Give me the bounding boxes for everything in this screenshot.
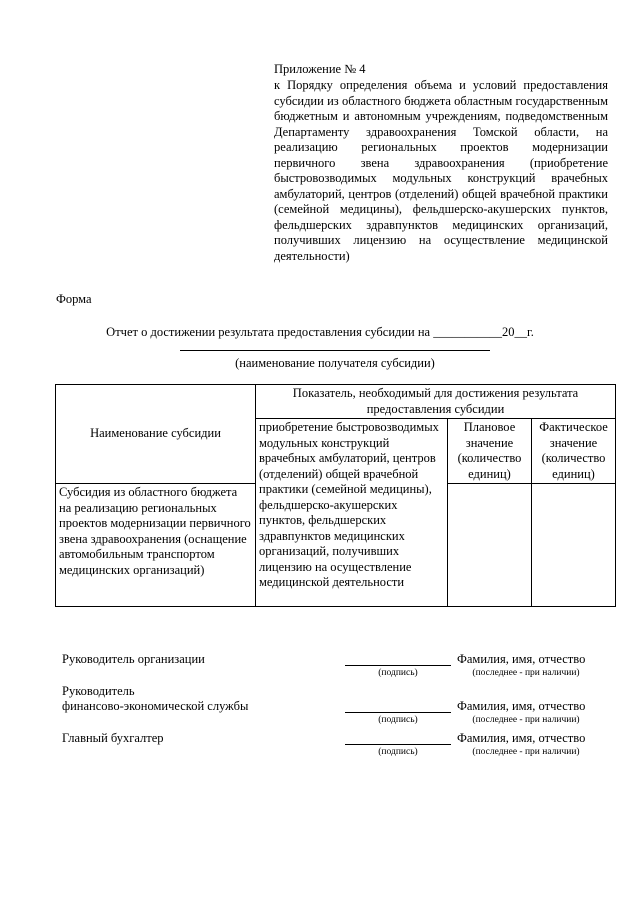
report-title: Отчет о достижении результата предоставления субсидии на ___________20__г. bbox=[106, 325, 534, 339]
subsidy-name-cell: Субсидия из областного бюджета на реализацию региональных проектов модернизации первичного звена здравоохранения (оснащение автомобильным транспортом медицинских организаций) bbox=[56, 484, 256, 607]
signature-line-finance bbox=[345, 712, 451, 713]
report-table bbox=[55, 384, 616, 607]
fio-note-head: (последнее - при наличии) bbox=[472, 668, 580, 678]
appendix-text: к Порядку определения объема и условий предоставления субсидии из областного бюджета областным государственным бюджетным и автономным учреждениям, подведомственным Департаменту здравоохранения Томской области, на реализацию региональных проектов модернизации первичного звена здравоохранения (приобретение быстровозводимых модульных конструкций врачебных амбулаторий, центров (отделений) общей врачебной практики (семейной медицины), фельдшерско-акушерских пунктов, фельдшерских здравпунктов медицинских организаций, получивших лицензию на осуществление медицинской деятельности) bbox=[274, 78, 608, 263]
signature-line-head bbox=[345, 665, 451, 666]
signature-role-finance-line1: Руководитель bbox=[62, 684, 135, 698]
header-planned-value: Плановое значение (количество единиц) bbox=[448, 419, 532, 484]
header-subsidy-name: Наименование субсидии bbox=[56, 385, 256, 484]
fio-finance: Фамилия, имя, отчество bbox=[457, 699, 586, 713]
header-actual-value: Фактическое значение (количество единиц) bbox=[532, 419, 616, 484]
actual-value-cell bbox=[532, 484, 616, 607]
signature-line-accountant bbox=[345, 744, 451, 745]
fio-accountant: Фамилия, имя, отчество bbox=[457, 731, 586, 745]
signature-caption-head: (подпись) bbox=[378, 668, 418, 678]
fio-note-finance: (последнее - при наличии) bbox=[472, 715, 580, 725]
fio-head: Фамилия, имя, отчество bbox=[457, 652, 586, 666]
signature-role-accountant: Главный бухгалтер bbox=[62, 731, 164, 745]
appendix-title: Приложение № 4 bbox=[274, 62, 366, 76]
fio-note-accountant: (последнее - при наличии) bbox=[472, 747, 580, 757]
header-indicator: Показатель, необходимый для достижения результата предоставления субсидии bbox=[256, 385, 616, 419]
table-header-row bbox=[56, 385, 616, 419]
signature-role-finance: финансово-экономической службы bbox=[62, 699, 249, 713]
signature-role-head: Руководитель организации bbox=[62, 652, 205, 666]
form-label: Форма bbox=[56, 292, 92, 306]
signature-caption-finance: (подпись) bbox=[378, 715, 418, 725]
signature-caption-accountant: (подпись) bbox=[378, 747, 418, 757]
recipient-caption: (наименование получателя субсидии) bbox=[235, 356, 435, 370]
recipient-line bbox=[180, 350, 490, 351]
planned-value-cell bbox=[448, 484, 532, 607]
header-indicator-description: приобретение быстровозводимых модульных конструкций врачебных амбулаторий, центров (отделений) общей врачебной практики (семейной медицины), фельдшерско-акушерских пунктов, фельдшерских здравпунктов медицинских организаций, получивших лицензию на осуществление медицинской деятельности bbox=[256, 419, 448, 607]
